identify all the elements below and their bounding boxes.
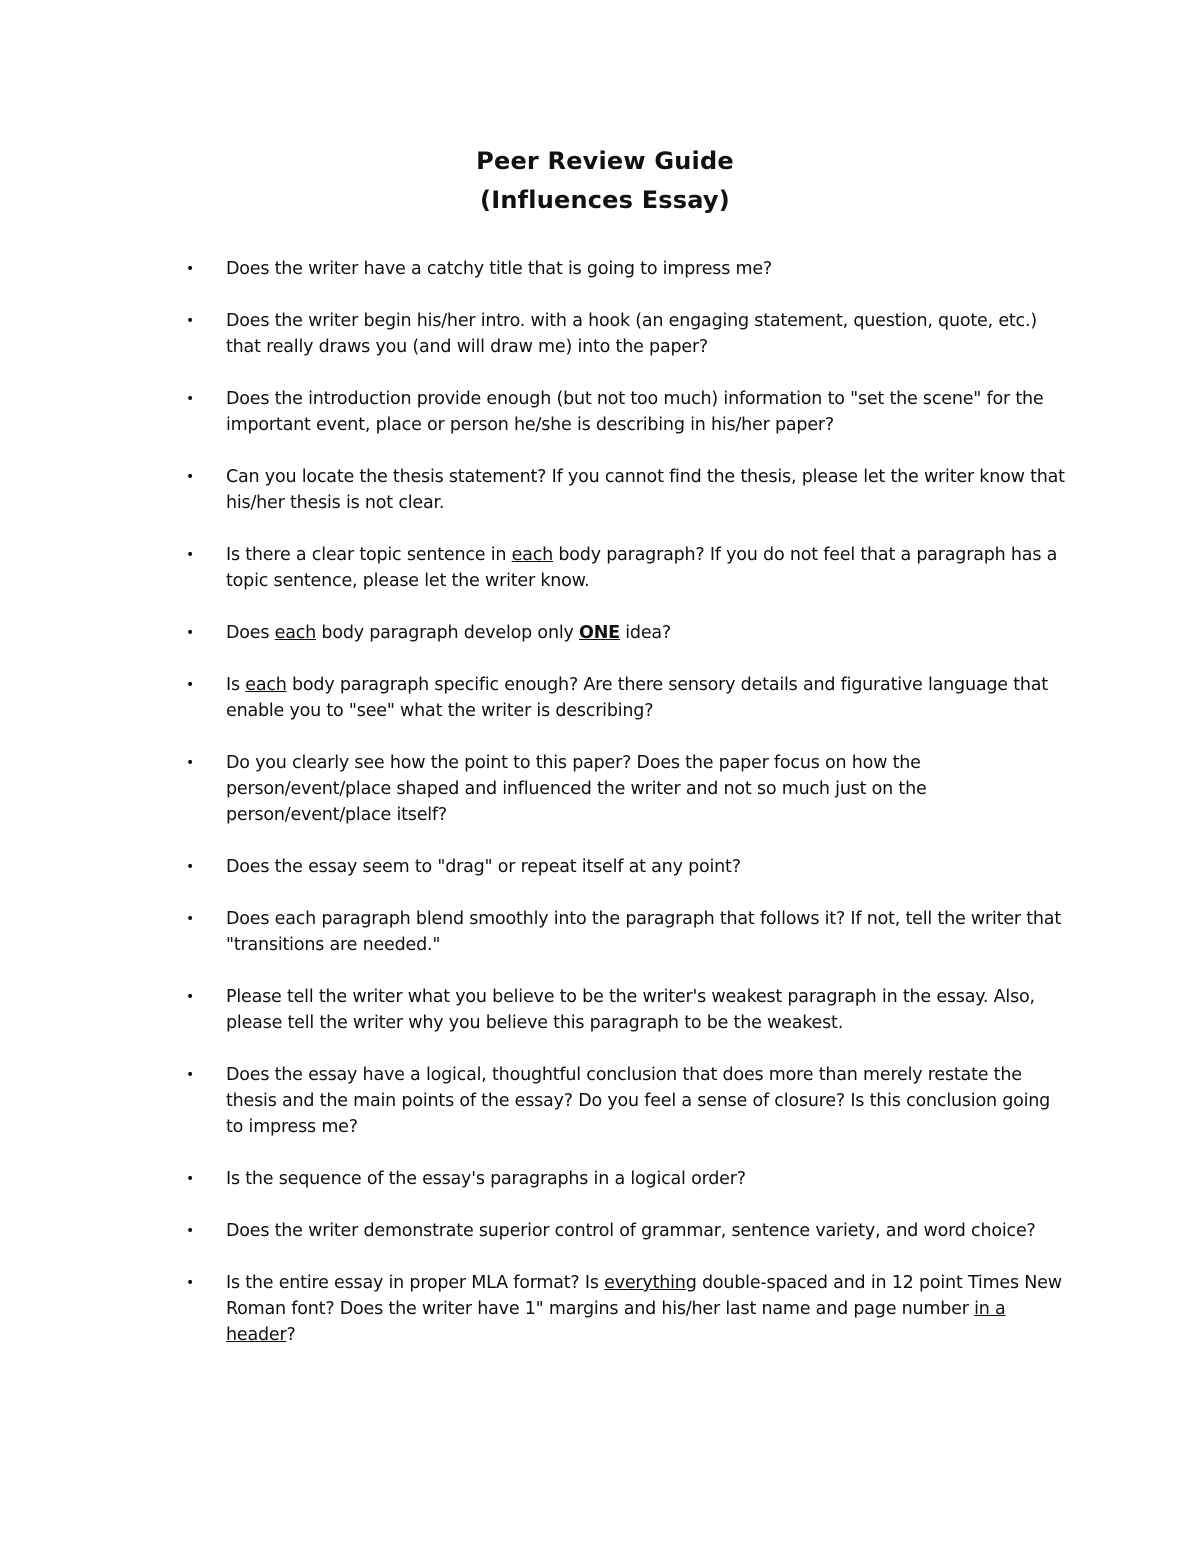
bullet-icon: • [186,261,195,277]
question-text: Does [226,623,275,643]
bullet-icon: • [186,1223,195,1239]
bullet-icon: • [186,391,195,407]
underlined-emphasis: each [274,623,317,643]
bullet-icon: • [186,911,195,927]
bullet-icon: • [186,313,195,329]
bullet-icon: • [186,859,195,875]
bold-underlined-emphasis: ONE [579,623,620,643]
bullet-icon: • [186,989,195,1005]
question-item [186,620,1066,646]
bullet-icon: • [186,1171,195,1187]
question-text: Please tell the writer what you believe to be the writer's weakest paragraph in the essay. Also, please tell the writer why you believe this paragraph to be the weakest. [226,987,1035,1033]
bullet-icon: • [186,677,195,693]
question-item [186,672,1066,724]
question-text: Can you locate the thesis statement? If you cannot find the thesis, please let the writer know that his/her thesis is not clear. [226,467,1065,513]
bullet-icon: • [186,625,195,641]
question-text: Is [226,675,246,695]
question-item [186,386,1066,438]
question-text: Do you clearly see how the point to this paper? Does the paper focus on how the person/event/place shaped and influenced the writer and not so much just on the person/event/place itself? [226,753,927,825]
question-text: Is there a clear topic sentence in [226,545,512,565]
question-text: Does the writer have a catchy title that is going to impress me? [226,259,772,279]
question-text: body paragraph develop only [316,623,580,643]
question-text: Is the entire essay in proper MLA format? Is [226,1273,605,1293]
title-block [0,142,1200,220]
question-text: Does the essay have a logical, thoughtful conclusion that does more than merely restate the thesis and the main points of the essay? Do you feel a sense of closure? Is this conclusion going to impress me? [226,1065,1051,1137]
question-item [186,542,1066,594]
question-item [186,1166,1066,1192]
question-text: Is the sequence of the essay's paragraphs in a logical order? [226,1169,746,1189]
underlined-emphasis: everything [604,1273,697,1293]
question-text: Does the writer begin his/her intro. with a hook (an engaging statement, question, quote, etc.) that really draws you (and will draw me) into the paper? [226,311,1037,357]
question-item [186,1218,1066,1244]
question-text: double-spaced and in 12 point Times New Roman font? Does the writer have 1" margins and his/her last name and page number [226,1273,1062,1319]
question-item [186,1270,1066,1348]
question-text: Does the writer demonstrate superior control of grammar, sentence variety, and word choice? [226,1221,1036,1241]
question-item [186,906,1066,958]
question-item [186,464,1066,516]
question-item [186,854,1066,880]
bullet-icon: • [186,755,195,771]
question-item [186,984,1066,1036]
underlined-emphasis: in a header [226,1299,1006,1345]
underlined-emphasis: each [245,675,287,695]
question-text: body paragraph specific enough? Are there sensory details and figurative language that enable you to "see" what the writer is describing? [226,675,1048,721]
question-list [186,256,1066,1374]
bullet-icon: • [186,1275,195,1291]
bullet-icon: • [186,1067,195,1083]
question-text: Does the introduction provide enough (but not too much) information to "set the scene" for the important event, place or person he/she is describing in his/her paper? [226,389,1044,435]
page-title: Peer Review Guide [476,147,734,175]
underlined-emphasis: each [511,545,554,565]
bullet-icon: • [186,547,195,563]
question-item [186,1062,1066,1140]
question-text: body paragraph? If you do not feel that a paragraph has a topic sentence, please let the writer know. [226,545,1058,591]
bullet-icon: • [186,469,195,485]
question-text: Does the essay seem to "drag" or repeat itself at any point? [226,857,741,877]
question-item [186,308,1066,360]
page-subtitle: (Influences Essay) [480,186,730,214]
question-text: Does each paragraph blend smoothly into the paragraph that follows it? If not, tell the writer that "transitions are needed." [226,909,1061,955]
question-text: ? [286,1325,296,1345]
question-item [186,256,1066,282]
question-text: idea? [619,623,672,643]
question-item [186,750,1066,828]
